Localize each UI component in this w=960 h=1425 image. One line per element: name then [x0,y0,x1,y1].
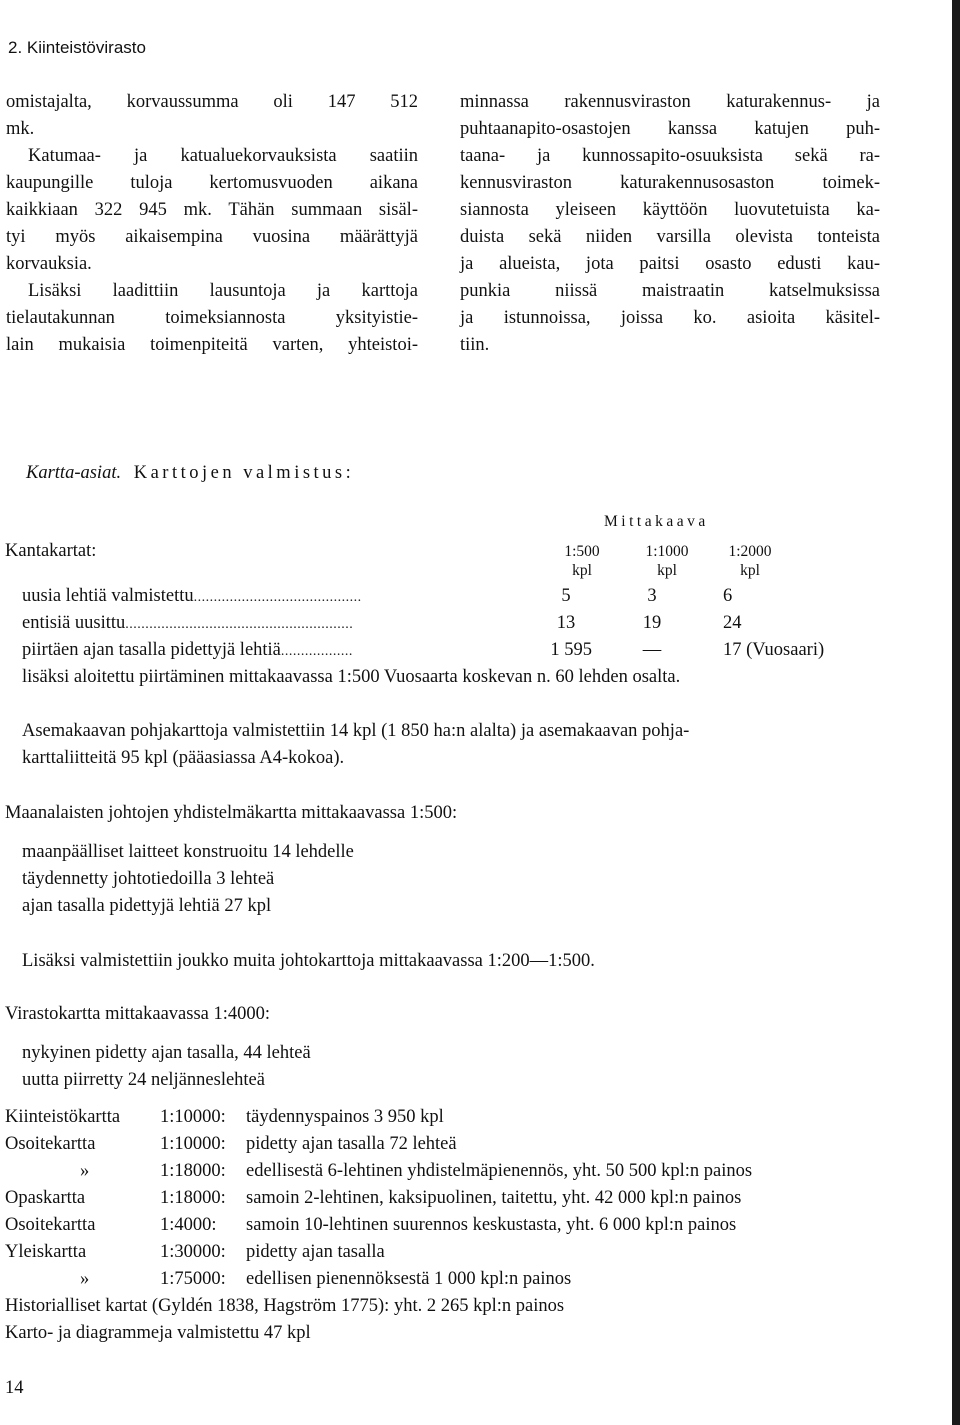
right-line: siannosta yleiseen käyttöön luovutetuista ka- [460,200,880,220]
cell: 6 [723,586,733,606]
map-name: Opaskartta [5,1188,86,1208]
maanalaiset-item: maanpäälliset laitteet konstruoitu 14 lehdelle [22,842,354,862]
right-line: ja alueista, jota paitsi osasto edusti kau- [460,254,880,274]
right-line: tiin. [460,335,490,355]
cell: — [642,640,662,660]
map-desc: edellisen pienennöksestä 1 000 kpl:n painos [246,1269,572,1289]
map-desc: pidetty ajan tasalla 72 lehteä [246,1134,457,1154]
leader-dots: .......................................... [193,590,362,605]
table-scale-col-1 [542,542,622,580]
cell: 5 [561,586,571,606]
page-edge-bar [952,0,960,1425]
running-header: 2. Kiinteistövirasto [8,38,146,57]
left-line: korvauksia. [6,254,92,274]
map-desc: täydennyspainos 3 950 kpl [246,1107,444,1127]
map-name: Osoitekartta [5,1134,96,1154]
left-line: tyi myös aikaisempina vuosina määrättyjä [6,227,418,247]
table-row [22,586,362,607]
cell: 17 (Vuosaari) [723,640,825,660]
leader-dots: ......................................................... [125,617,354,632]
map-name: Kiinteistökartta [5,1107,121,1127]
diagrams-line: Karto- ja diagrammeja valmistettu 47 kpl [5,1323,311,1343]
section-heading [26,463,354,484]
unit-label: kpl [657,562,677,579]
map-scale: 1:18000: [160,1161,226,1181]
right-line: minnassa rakennusviraston katurakennus- ja [460,92,880,112]
cell: 13 [556,613,576,633]
asemakaava-line-1: Asemakaavan pohjakarttoja valmistettiin 14 kpl (1 850 ha:n alalta) ja asemakaavan pohja- [22,721,690,741]
maanalaiset-item: täydennetty johtotiedoilla 3 lehteä [22,869,275,889]
table-group-header: Mittakaava [604,513,709,530]
map-scale: 1:10000: [160,1107,226,1127]
map-desc: samoin 2-lehtinen, kaksipuolinen, taitettu, yht. 42 000 kpl:n painos [246,1188,742,1208]
left-line: Lisäksi laadittiin lausuntoja ja karttoja [28,281,418,301]
section-heading-italic: Kartta-asiat. [26,463,122,483]
virastokartta-title: Virastokartta mittakaavassa 1:4000: [5,1004,271,1024]
leader-dots: .................. [280,644,353,659]
map-scale: 1:75000: [160,1269,226,1289]
page-number: 14 [5,1378,24,1398]
cell: 1 595 [550,640,592,660]
left-line: lain mukaisia toimenpiteitä varten, yhteistoi- [6,335,418,355]
row-label: uusia lehtiä valmistettu [22,586,194,606]
right-line: puhtaanapito-osastojen kanssa katujen puh- [460,119,880,139]
right-line: kennusviraston katurakennusosaston toimek- [460,173,880,193]
map-name: Osoitekartta [5,1215,96,1235]
left-line: kaikkiaan 322 945 mk. Tähän summaan sisäl- [6,200,418,220]
left-line: omistajalta, korvaussumma oli 147 512 [6,92,418,112]
map-scale: 1:4000: [160,1215,217,1235]
cell: 19 [642,613,662,633]
left-line: mk. [6,119,35,139]
cell: 3 [647,586,657,606]
scale-label: 1:500 [564,543,600,560]
maanalaiset-extra: Lisäksi valmistettiin joukko muita johtokarttoja mittakaavassa 1:200—1:500. [22,951,595,971]
map-scale: 1:30000: [160,1242,226,1262]
section-heading-spaced: Karttojen valmistus: [133,463,355,483]
left-line: kaupungille tuloja kertomusvuoden aikana [6,173,418,193]
row-label: entisiä uusittu [22,613,126,633]
map-name: » [80,1161,90,1181]
map-desc: samoin 10-lehtinen suurennos keskustasta, yht. 6 000 kpl:n painos [246,1215,737,1235]
map-desc: pidetty ajan tasalla [246,1242,385,1262]
right-column [460,89,880,359]
left-line: Katumaa- ja katualuekorvauksista saatiin [28,146,418,166]
right-line: ja istunnoissa, joissa ko. asioita käsitel- [460,308,880,328]
table-label: Kantakartat: [5,541,97,561]
map-desc: edellisestä 6-lehtinen yhdistelmäpienennös, yht. 50 500 kpl:n painos [246,1161,753,1181]
map-scale: 1:18000: [160,1188,226,1208]
scale-label: 1:2000 [728,543,772,560]
unit-label: kpl [572,562,592,579]
table-scale-col-3 [710,542,790,580]
historical-maps-line: Historialliset kartat (Gyldén 1838, Hagström 1775): yht. 2 265 kpl:n painos [5,1296,565,1316]
scale-label: 1:1000 [645,543,689,560]
right-line: duista sekä niiden varsilla olevista tonteista [460,227,880,247]
table-row [22,613,353,634]
asemakaava-line-2: karttaliitteitä 95 kpl (pääasiassa A4-kokoa). [22,748,345,768]
right-line: punkia niissä maistraatin katselmuksissa [460,281,880,301]
row-label: piirtäen ajan tasalla pidettyjä lehtiä [22,640,281,660]
table-note: lisäksi aloitettu piirtäminen mittakaavassa 1:500 Vuosaarta koskevan n. 60 lehden osalta. [22,667,681,687]
maanalaiset-item: ajan tasalla pidettyjä lehtiä 27 kpl [22,896,272,916]
left-line: tielautakunnan toimeksiannosta yksityistie- [6,308,418,328]
virastokartta-item: nykyinen pidetty ajan tasalla, 44 lehteä [22,1043,311,1063]
table-scale-col-2 [627,542,707,580]
right-line: taana- ja kunnossapito-osuuksista sekä ra- [460,146,880,166]
virastokartta-item: uutta piirretty 24 neljänneslehteä [22,1070,265,1090]
maanalaiset-title: Maanalaisten johtojen yhdistelmäkartta mittakaavassa 1:500: [5,803,458,823]
unit-label: kpl [740,562,760,579]
cell: 24 [723,613,742,633]
map-name: Yleiskartta [5,1242,87,1262]
table-row [22,640,353,661]
left-column [6,89,418,359]
map-name: » [80,1269,90,1289]
map-scale: 1:10000: [160,1134,226,1154]
